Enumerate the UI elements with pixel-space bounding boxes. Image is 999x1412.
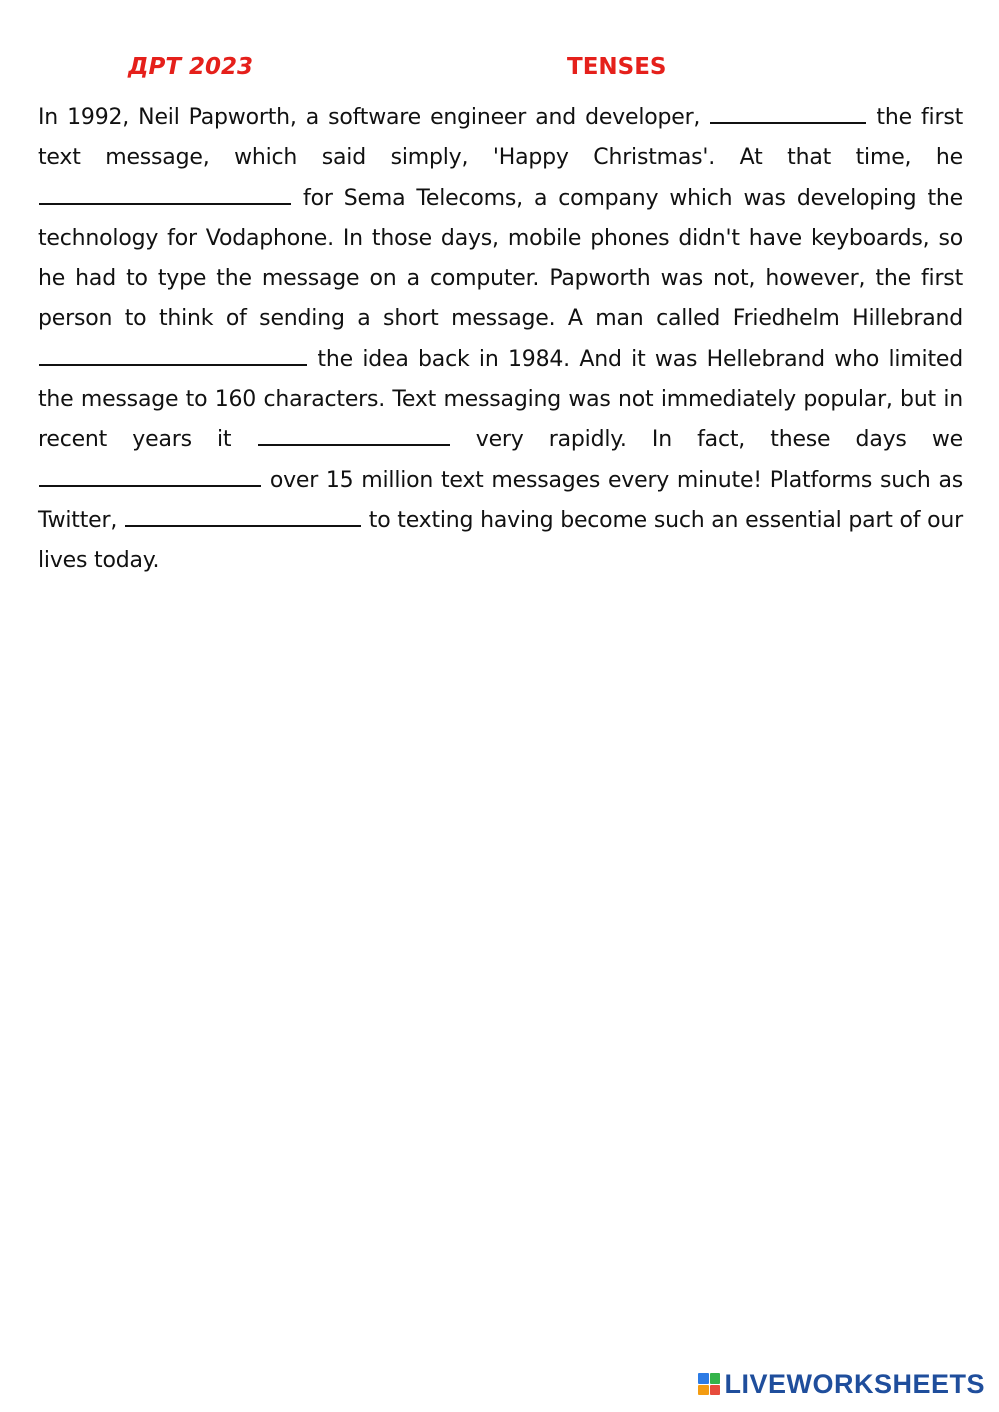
answer-blank-3[interactable]	[39, 340, 307, 366]
passage-text: over 15 million text messages every minute! Platforms such as Twitter,	[38, 467, 963, 533]
answer-blank-6[interactable]	[125, 501, 361, 527]
liveworksheets-logo	[698, 1368, 985, 1400]
answer-blank-2[interactable]	[39, 179, 291, 205]
answer-blank-1[interactable]	[710, 98, 866, 124]
passage-text: the idea back in 1984. And it was Hellebrand who limited the message to 160 characters. Text messaging was not immediately popular, but in recent years it	[38, 346, 963, 453]
reading-passage	[38, 98, 963, 582]
passage-text: to texting having become such an essential part of our lives today.	[38, 507, 963, 574]
passage-text: the first text message, which said simply, 'Happy Christmas'. At that time, he	[38, 105, 964, 171]
passage-text: In 1992, Neil Papworth, a software engineer and developer,	[38, 105, 701, 130]
liveworksheets-logo-icon	[698, 1373, 720, 1395]
passage-text: for Sema Telecoms, a company which was developing the technology for Vodaphone. In those days, mobile phones didn't have keyboards, so he had to type the message on a computer. Papworth was not, however, the first person to think of sending a short message. A man called Friedhelm Hillebrand	[38, 185, 963, 332]
page-header	[0, 50, 999, 84]
test-label: ДРТ 2023	[128, 54, 254, 80]
answer-blank-4[interactable]	[258, 420, 450, 446]
answer-blank-5[interactable]	[39, 461, 261, 487]
logo-text: LIVEWORKSHEETS	[724, 1368, 985, 1399]
passage-text: very rapidly. In fact, these days we	[475, 427, 964, 453]
page-title: TENSES	[567, 54, 667, 80]
